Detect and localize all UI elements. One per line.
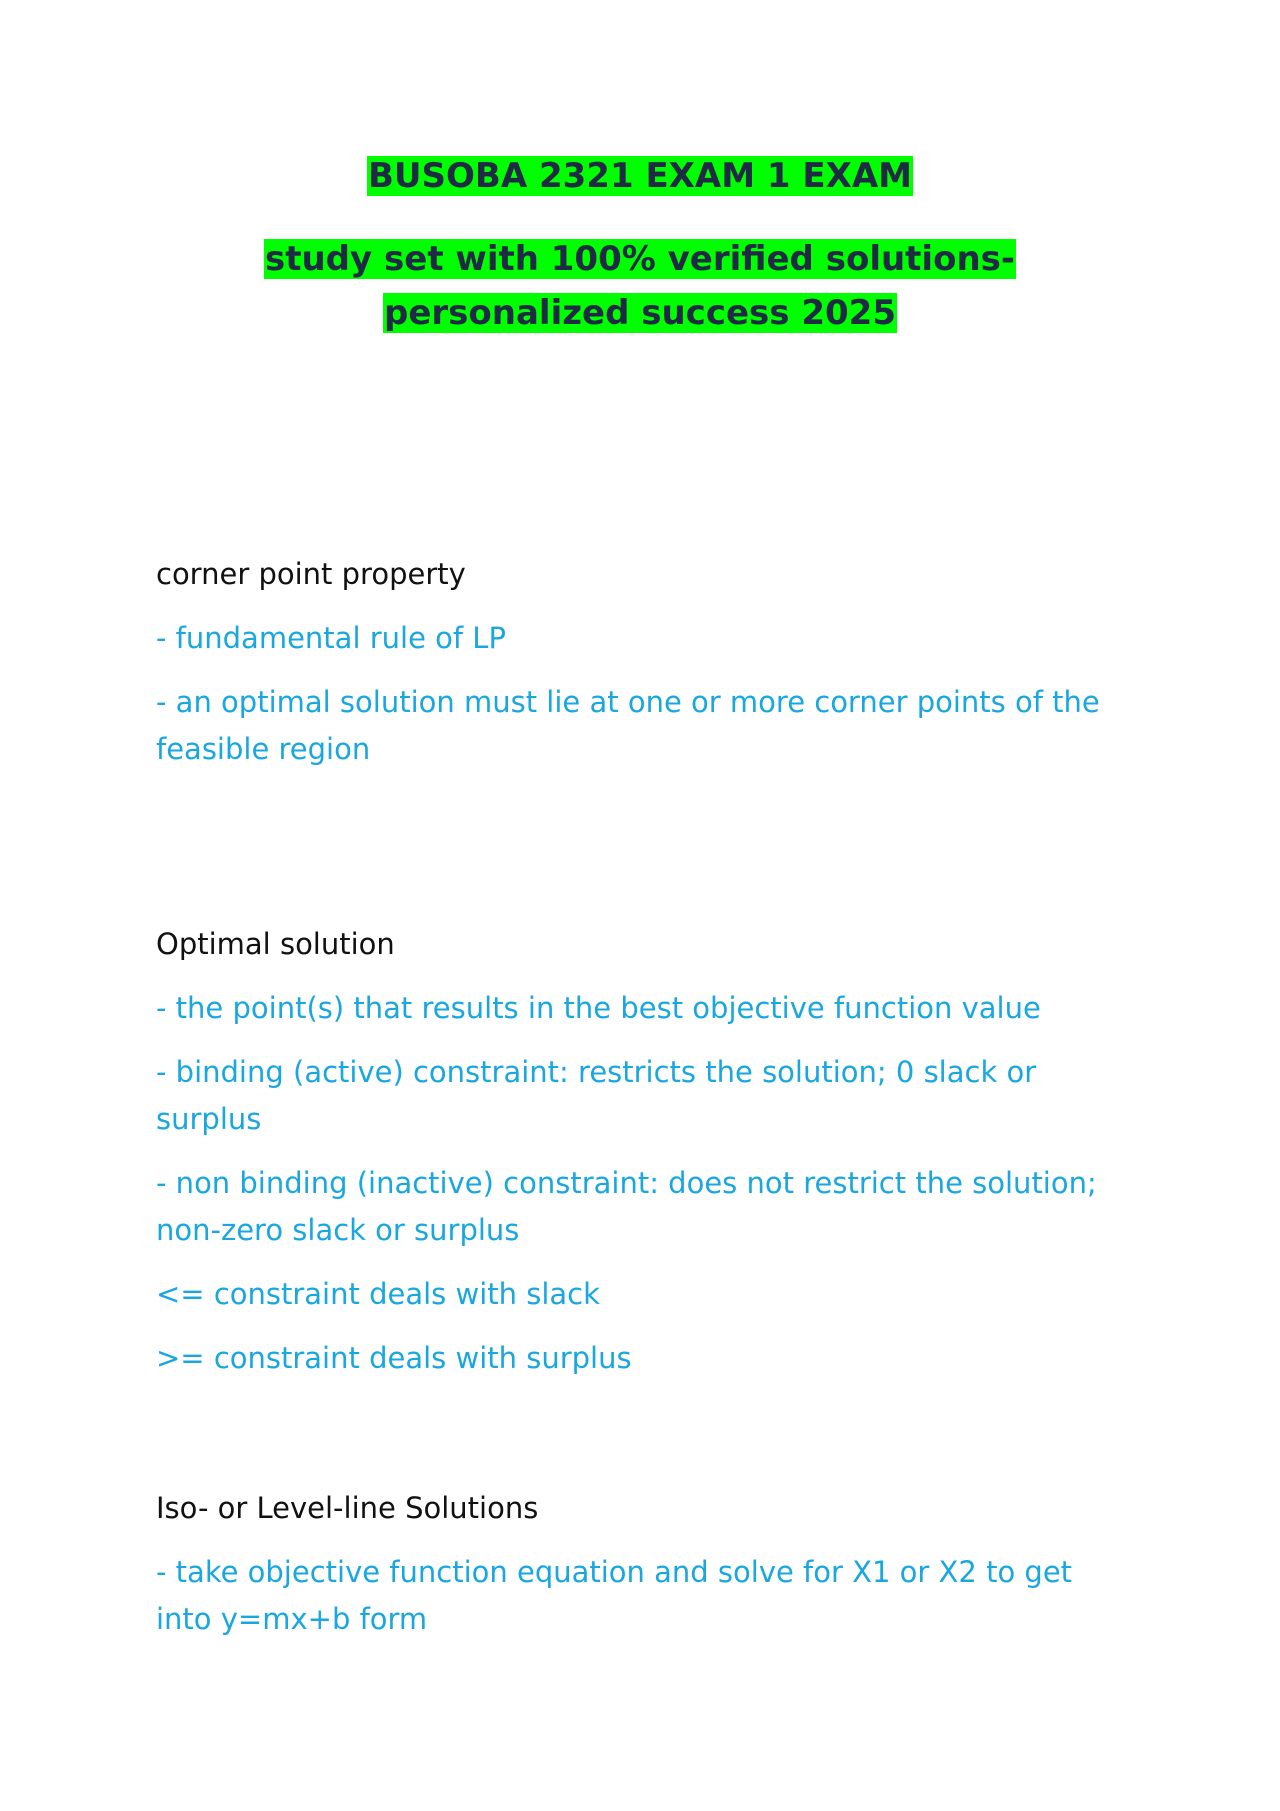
card-definition: <= constraint deals with slack [156, 1277, 600, 1311]
card-definition: - take objective function equation and solve for X1 or X2 to get into y=mx+b form [156, 1555, 1073, 1636]
card-definition: - an optimal solution must lie at one or more corner points of the feasible region [156, 685, 1100, 766]
study-card-corner-point-property [156, 551, 1126, 773]
title-highlight-1: BUSOBA 2321 EXAM 1 EXAM [368, 156, 912, 196]
card-definition: - non binding (inactive) constraint: does not restrict the solution; non-zero slack or surplus [156, 1166, 1097, 1247]
study-card-optimal-solution [156, 921, 1126, 1382]
card-definition: - the point(s) that results in the best objective function value [156, 991, 1041, 1025]
title-highlight-2: study set with 100% verified solutions-personalized success 2025 [264, 239, 1015, 333]
card-definition: >= constraint deals with surplus [156, 1341, 632, 1375]
card-term: corner point property [156, 557, 466, 591]
card-term: Optimal solution [156, 927, 395, 961]
card-term: Iso- or Level-line Solutions [156, 1491, 539, 1525]
title-line-1 [150, 152, 1130, 206]
study-card-iso-level-line-solutions [156, 1485, 1126, 1643]
card-definition: - fundamental rule of LP [156, 621, 506, 655]
document-title [150, 152, 1130, 343]
title-line-2 [150, 235, 1130, 343]
card-definition: - binding (active) constraint: restricts the solution; 0 slack or surplus [156, 1055, 1037, 1136]
